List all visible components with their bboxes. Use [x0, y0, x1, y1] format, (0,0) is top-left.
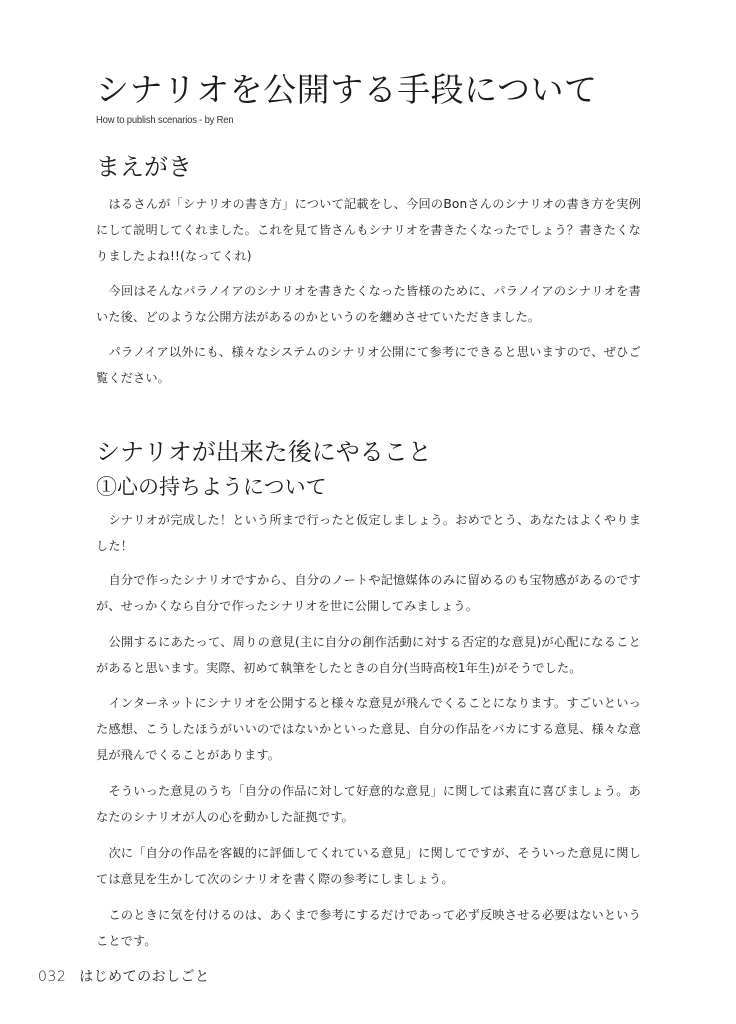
section-paragraph: 次に「自分の作品を客観的に評価してくれている意見」に関してですが、そういった意見に関しては意見を生かして次のシナリオを書く際の参考にしましょう。 — [96, 846, 641, 886]
page-subtitle: How to publish scenarios - by Ren — [96, 114, 234, 126]
page-footer — [38, 966, 210, 986]
section-heading: シナリオが出来た後にやること — [96, 438, 432, 466]
section-paragraph: このときに気を付けるのは、あくまで参考にするだけであって必ず反映させる必要はないということです。 — [96, 908, 641, 948]
section-paragraph: インターネットにシナリオを公開すると様々な意見が飛んでくることになります。すごいといった感想、こうしたほうがいいのではないかといった意見、自分の作品をバカにする意見、様々な意見が飛んでくることがあります。 — [96, 696, 641, 762]
preface-paragraph: 今回はそんなパラノイアのシナリオを書きたくなった皆様のために、パラノイアのシナリオを書いた後、どのような公開方法があるのかというのを纏めさせていただきました。 — [96, 284, 641, 324]
preface-paragraph: パラノイア以外にも、様々なシステムのシナリオ公開にて参考にできると思いますので、ぜひご覧ください。 — [96, 345, 641, 385]
page-title: シナリオを公開する手段について — [96, 70, 598, 109]
section-paragraph: 自分で作ったシナリオですから、自分のノートや記憶媒体のみに留めるのも宝物感があるのですが、せっかくなら自分で作ったシナリオを世に公開してみましょう。 — [96, 573, 641, 613]
section-paragraph: そういった意見のうち「自分の作品に対して好意的な意見」に関しては素直に喜びましょう。あなたのシナリオが人の心を動かした証拠です。 — [96, 784, 641, 824]
preface-paragraph: はるさんが「シナリオの書き方」について記載をし、今回のBonさんのシナリオの書き方を実例にして説明してくれました。これを見て皆さんもシナリオを書きたくなったでしょう？書きたくなりましたよね!!(なってくれ) — [96, 197, 641, 263]
preface-heading: まえがき — [96, 153, 192, 181]
book-title: はじめてのおしごと — [79, 969, 210, 985]
section-paragraph: 公開するにあたって、周りの意見(主に自分の創作活動に対する否定的な意見)が心配になることがあると思います。実際、初めて執筆をしたときの自分(当時高校1年生)がそうでした。 — [96, 635, 641, 675]
section-subheading: ①心の持ちようについて — [96, 475, 327, 499]
section-paragraph: シナリオが完成した！という所まで行ったと仮定しましょう。おめでとう、あなたはよくやりました！ — [96, 513, 641, 553]
page-number: 032 — [38, 969, 67, 985]
